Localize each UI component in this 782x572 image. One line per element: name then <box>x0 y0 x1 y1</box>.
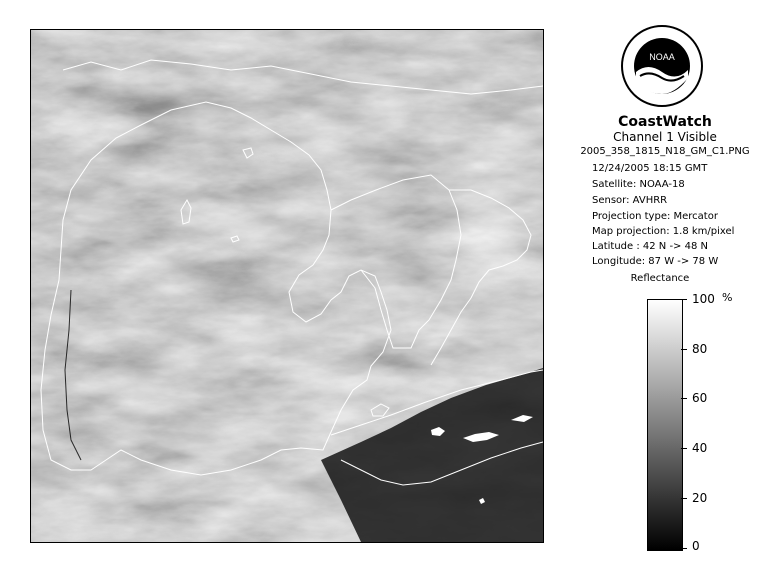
projection-type-label: Projection type: Mercator <box>592 211 718 222</box>
colorbar-tick-label: 0 <box>692 539 700 553</box>
satellite-image <box>31 30 543 542</box>
satellite-label: Satellite: NOAA-18 <box>592 179 685 190</box>
sensor-label: Sensor: AVHRR <box>592 195 668 206</box>
noaa-logo <box>620 24 704 108</box>
legend-unit: % <box>722 291 733 304</box>
legend-title: Reflectance <box>630 273 690 284</box>
colorbar-tick <box>681 498 687 499</box>
colorbar-tick-label: 80 <box>692 342 708 356</box>
longitude-label: Longitude: 87 W -> 78 W <box>592 256 719 267</box>
latitude-label: Latitude : 42 N -> 48 N <box>592 241 708 252</box>
image-filename: 2005_358_1815_N18_GM_C1.PNG <box>580 146 750 157</box>
colorbar-tick-label: 60 <box>692 391 708 405</box>
colorbar-tick-label: 40 <box>692 441 708 455</box>
noaa-logo-text: NOAA <box>649 52 675 62</box>
colorbar-tick <box>681 548 687 549</box>
channel-label: Channel 1 Visible <box>613 130 717 144</box>
colorbar-tick <box>681 299 687 300</box>
colorbar-tick <box>681 398 687 399</box>
colorbar-tick <box>681 349 687 350</box>
colorbar-tick <box>681 448 687 449</box>
map-projection-label: Map projection: 1.8 km/pixel <box>592 226 735 237</box>
satellite-map <box>30 29 544 543</box>
reflectance-colorbar <box>647 299 683 551</box>
product-title: CoastWatch <box>618 114 712 130</box>
colorbar-tick-label: 20 <box>692 491 708 505</box>
colorbar-tick-label: 100 <box>692 292 715 306</box>
datetime-label: 12/24/2005 18:15 GMT <box>592 163 708 174</box>
